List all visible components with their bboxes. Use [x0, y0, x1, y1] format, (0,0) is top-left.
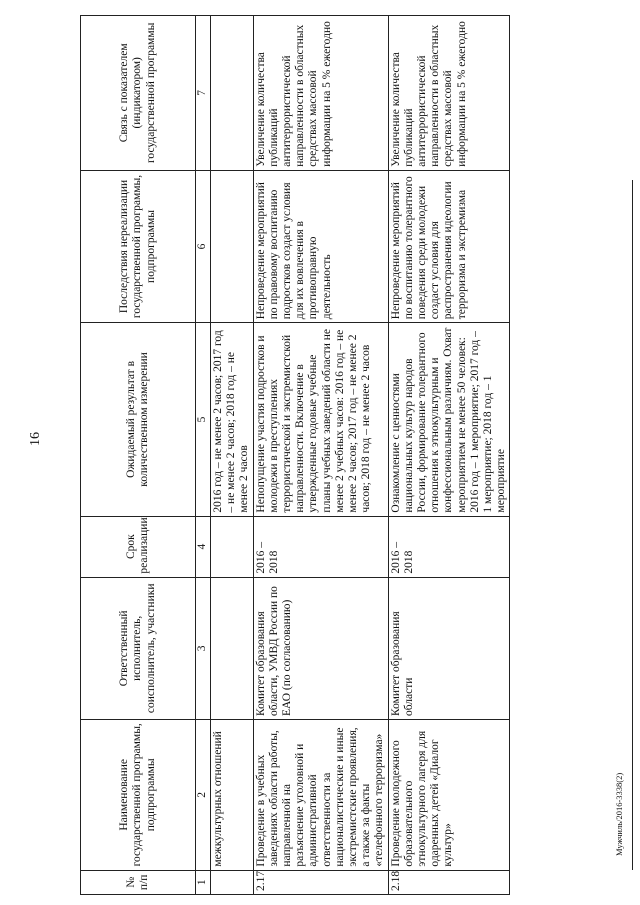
row-program-name: Проведение молодежного образовательного этнокультурного лагеря для одаренных детей «Диалог культур»	[388, 720, 510, 871]
table-row	[388, 16, 510, 895]
row-program-name: межкультурных отношений	[211, 720, 254, 871]
header-executor: Ответственный исполнитель, соисполнитель, участники	[81, 577, 196, 719]
column-number: 6	[196, 170, 211, 323]
row-term: 2016 – 2018	[388, 516, 510, 577]
table-row	[253, 16, 388, 895]
row-num	[211, 870, 254, 894]
table-row	[211, 16, 254, 895]
column-number: 7	[196, 16, 211, 171]
row-consequence: Непроведение мероприятий по воспитанию толерантного поведения среди молодежи создаст условия для распространения идеологии терроризма и экстремизма	[388, 170, 510, 323]
column-number: 4	[196, 516, 211, 577]
document-footer: Мужчиль/2016-3338(2)	[614, 772, 624, 856]
header-term: Срок реализации	[81, 516, 196, 577]
row-num: 2.17	[253, 870, 388, 894]
header-num: № п/п	[81, 870, 196, 894]
column-number: 3	[196, 577, 211, 719]
row-executor: Комитет образования области	[388, 577, 510, 719]
row-executor: Комитет образования области, УМВД России по ЕАО (по согласованию)	[253, 577, 388, 719]
column-number: 2	[196, 720, 211, 871]
row-indicator	[211, 16, 254, 171]
row-term: 2016 – 2018	[253, 516, 388, 577]
row-consequence	[211, 170, 254, 323]
program-table	[80, 15, 510, 895]
header-indicator: Связь с показателем (индикатором) государственной программы	[81, 16, 196, 171]
row-indicator: Увеличение количества публикаций антитеррористической направленности в областных средствах массовой информации на 5 % ежегодно	[388, 16, 510, 171]
row-result: Непопущение участия подростков и молодежи в преступлениях террористической и экстремистской направленности. Включение в утвержденные годовые учебные планы учебных заведений области не менее 2 учебных часов: 2016 год – не менее 2 часов; 2017 год – не менее 2 часов; 2018 год – не менее 2 часов	[253, 323, 388, 516]
row-executor	[211, 577, 254, 719]
row-result: 2016 год – не менее 2 часов; 2017 год – не менее 2 часов; 2018 год – не менее 2 часов	[211, 323, 254, 516]
table-header-row	[81, 16, 196, 895]
header-program-name: Наименование государственной программы, подпрограммы	[81, 720, 196, 871]
column-number: 5	[196, 323, 211, 516]
row-term	[211, 516, 254, 577]
page-number: 16	[28, 432, 43, 446]
column-number-row	[196, 16, 211, 895]
column-number: 1	[196, 870, 211, 894]
row-consequence: Непроведение мероприятий по правовому воспитанию подростков создаст условия для их вовлечения в противоправную деятельность	[253, 170, 388, 323]
row-program-name: Проведение в учебных заведениях области работы, направленной на разъяснение уголовной и административной ответственности за националистические и иные экстремистские проявления, а также за факты «телефонного терроризма»	[253, 720, 388, 871]
header-consequence: Последствия нереализации государственной программы, подпрограммы	[81, 170, 196, 323]
header-result: Ожидаемый результат в количественном измерении	[81, 323, 196, 516]
row-num: 2.18	[388, 870, 510, 894]
rotated-table-container	[80, 15, 610, 895]
scan-edge-line	[632, 180, 633, 870]
row-result: Ознакомление с ценностями национальных культур народов России, формирование толерантного отношения к этнокультурным и конфессиональным различиям. Охват мероприятием не менее 50 человек: 2016 год – 1 мероприятие; 2017 год – 1 мероприятие; 2018 год – 1 мероприятие	[388, 323, 510, 516]
row-indicator: Увеличение количества публикаций антитеррористической направленности в областных средствах массовой информации на 5 % ежегодно	[253, 16, 388, 171]
